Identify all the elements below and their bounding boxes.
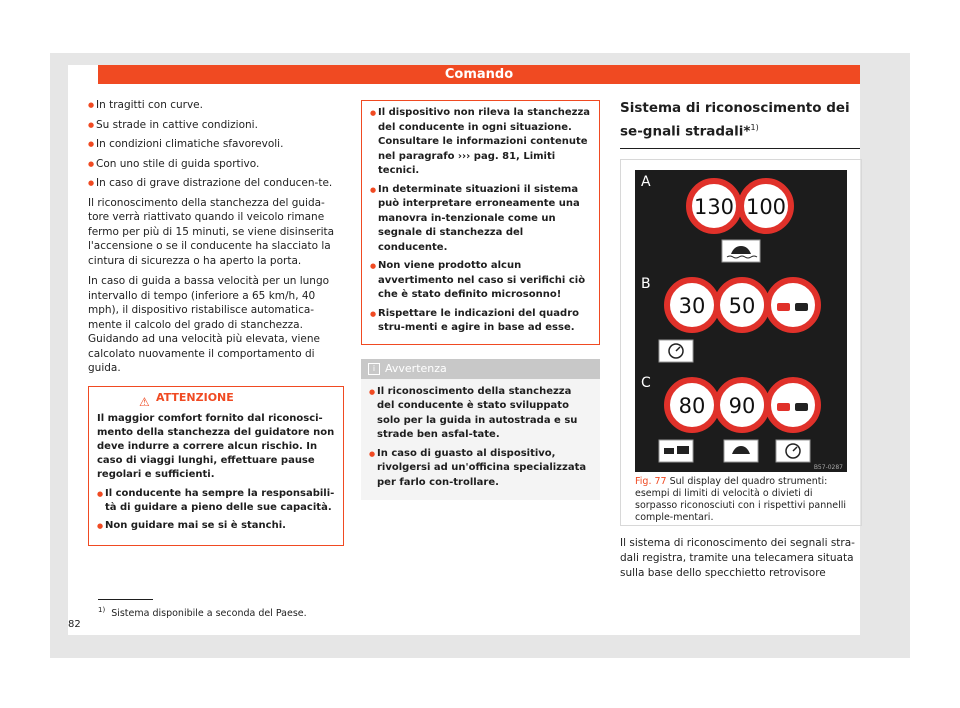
speed-limit-value: 90 <box>728 393 756 418</box>
list-item: ● Non viene prodotto alcun avvertimento nel caso si verifichi ciò che è stato definito microsonno! <box>370 259 591 303</box>
no-overtaking-sign <box>768 380 818 430</box>
figure-code: B57-0287 <box>813 463 843 471</box>
note-title: Avvertenza <box>385 361 447 375</box>
list-item: ● Rispettare le indicazioni del quadro stru-menti e agire in base ad esse. <box>370 307 591 336</box>
speed-limit-value: 130 <box>693 194 735 219</box>
list-item: ● Il riconoscimento della stanchezza del conducente è stato sviluppato solo per la guida in autostrada e su strade ben asfal-tate. <box>369 385 592 443</box>
paragraph: Il riconoscimento della stanchezza del guida-tore verrà riattivato quando il veicolo rimane fermo per più di 15 minuti, se viene disinserita l'accensione o se il conducente ha slacciato la cintura di sicurezza o ha aperto la porta. <box>88 196 335 267</box>
warning-text: Il maggior comfort fornito dal riconosci-mento della stanchezza del guidatore non deve indurre a correre alcun rischio. In caso di viaggi lunghi, effettuare pause regolari e sufficienti. <box>97 412 335 480</box>
list-item: ● In caso di guasto al dispositivo, rivolgersi ad un'officina specializzata per farlo con-trollare. <box>369 447 592 491</box>
no-overtaking-sign <box>768 280 818 330</box>
speed-limit-value: 100 <box>745 194 787 219</box>
list-item: ● Con uno stile di guida sportivo. <box>88 157 344 172</box>
warning-continuation-box <box>361 100 600 345</box>
warning-header <box>89 387 343 409</box>
speed-limit-value: 30 <box>678 293 706 318</box>
row-letter-c: C <box>641 374 651 391</box>
page-number: 82 <box>68 619 81 630</box>
list-item: ● Su strade in cattive condizioni. <box>88 118 344 133</box>
figure-caption: Fig. 77 Sul display del quadro strumenti: esempi di limiti di velocità o divieti di sorpasso riconosciuti con i rispettivi pannelli comple-mentari. <box>635 475 847 523</box>
list-item: ● In caso di grave distrazione del conducen-te. <box>88 176 344 191</box>
traffic-signs-illustration <box>635 170 847 472</box>
list-item: ● Il dispositivo non rileva la stanchezza del conducente in ogni situazione. Consultare le informazioni contenute nel paragrafo ››› pag. 81, Limiti tecnici. <box>370 106 591 179</box>
warning-triangle-icon: ⚠ <box>139 394 150 409</box>
speed-limit-value: 50 <box>728 293 756 318</box>
paragraph: Il sistema di riconoscimento dei segnali stra-dali registra, tramite una telecamera situata sulla base dello specchietto retrovisore <box>620 536 855 579</box>
column-1 <box>88 98 344 546</box>
warning-title: ATTENZIONE <box>156 390 234 404</box>
list-item: ● In tragitti con curve. <box>88 98 344 113</box>
list-item: ● In condizioni climatiche sfavorevoli. <box>88 137 344 152</box>
section-title: Sistema di riconoscimento dei se-gnali stradali*$^{1)}$ <box>620 98 860 149</box>
list-item: ● Non guidare mai se si è stanchi. <box>97 519 335 533</box>
footnote-divider <box>98 599 153 600</box>
footnote: $^{1)}$ Sistema disponibile a seconda del Paese. <box>98 606 307 620</box>
column-3 <box>620 98 860 581</box>
paragraph: In caso di guida a bassa velocità per un lungo intervallo di tempo (inferiore a 65 km/h, 40 mph), il dispositivo ristabilisce automatica-mente il calcolo del grado di stanchezza. Guidando ad una velocità più elevata, viene calcolato nuovamente il comportamento di guida. <box>88 275 330 374</box>
warning-box <box>88 386 344 546</box>
row-letter-b: B <box>641 275 651 292</box>
list-item: ● Il conducente ha sempre la responsabili-tà di guidare a pieno delle sue capacità. <box>97 487 335 515</box>
info-icon: i <box>368 363 380 375</box>
note-box <box>361 359 600 501</box>
row-letter-a: A <box>641 173 651 190</box>
note-header <box>361 359 600 379</box>
page-header: Comando <box>98 65 860 84</box>
column-2 <box>361 100 600 500</box>
list-item: ● In determinate situazioni il sistema può interpretare erroneamente una manovra in-tenzionale come un segnale di stanchezza del conducente. <box>370 183 591 256</box>
figure-77 <box>620 159 862 526</box>
speed-limit-value: 80 <box>678 393 706 418</box>
